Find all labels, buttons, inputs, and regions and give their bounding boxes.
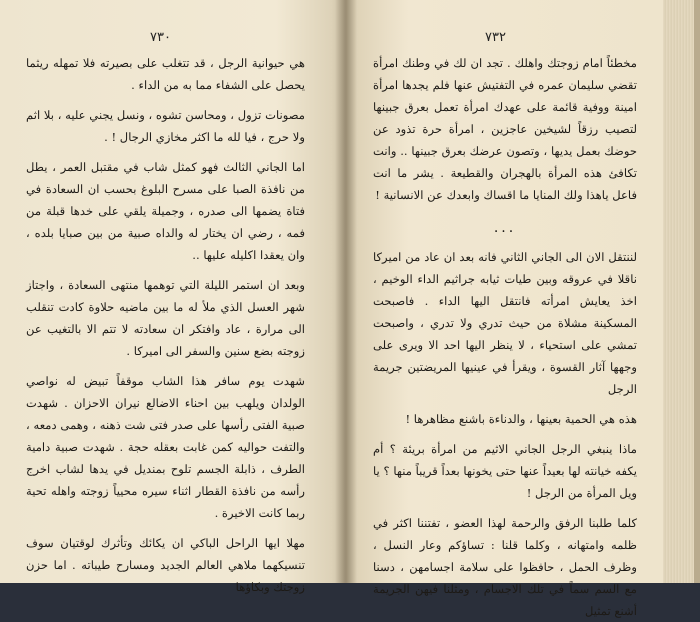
right-paragraph-2: هذه هي الحمية بعينها ، والدناءة باشنع مظاهرها ! [405, 412, 637, 426]
right-paragraph-top: مخطئاً امام زوجتك واهلك . تجد ان لك في وطنك امرأة تقضي سليمان عمره في التفتيش عنها فلم يجدها امرأة امينة ووفية قائمة على عهدك امرأة تعمل بعرق جبينها لتصيب رزقاً لشيخين عاجزين ، امرأة حرة تذود عن حوضك بعمل يديها ، وتصون عرضك بعرق جبينها .. وانت تكافئ هذه المرأة بالهجران والقطيعة . يشر ما انت فاعل ياهذا ولك المنايا ما اقساك وابعدك عن الانسانية ! [373, 56, 637, 202]
left-page-number: ٧٣٠ [150, 30, 171, 45]
right-page [345, 0, 663, 618]
left-paragraph-1: هي حيوانية الرجل ، قد تتغلب على بصيرته فلا تمهله ريثما يحصل على الشفاء مما به من الداء . [26, 56, 305, 92]
right-page-number: ٧٣٢ [485, 30, 506, 45]
left-paragraph-6: مهلا ايها الراحل الباكي ان يكائك وتأثرك لوقتيان سوف تنسيكهما ملاهي العالم الجديد ومسارح طيباته . اما حزن زوجتك وبكاؤها [26, 536, 305, 594]
right-paragraph-4: كلما طلبنا الرفق والرحمة لهذا العضو ، تفتننا اكثر في ظلمه وامتهانه ، وكلما قلنا : تساؤكم وعار النسل ، وظرف الحمل ، حافظوا على سلامة اجسامهن ، دسنا مع السم سماً في تلك الاجسام ، ومثلنا فيهن الجريمة أشنع تمثيل [373, 516, 637, 618]
section-separator: ... [493, 220, 517, 236]
right-paragraph-1: لننتقل الان الى الجاني الثاني فانه بعد ان عاد من اميركا ناقلا في عروقه وبين طيات ثيابه جراثيم الداء الوخيم ، اخذ يعايش امرأته فانتقل اليها الداء . فاصبحت المسكينة مشلاة من حيث تدري ولا تدري ، واصبحت تمشي على استحياء ، لا ينظر اليها احد الا ويرى على وجهها آثار القسوة ، ويقرأ في عينيها المريضتين جريمة الرجل [373, 250, 637, 396]
left-paragraph-2: مصونات تزول ، ومحاسن تشوه ، ونسل يجني عليه ، بلا اثم ولا حرج ، فيا لله ما اكثر مخازي الرجال ! . [26, 108, 305, 144]
left-paragraph-5: شهدت يوم سافر هذا الشاب موقفاً تبيض له نواصي الولدان ويلهب بين احناء الاضالع نيران الاحزان . شهدت صبية الفتى رأسها على صدر فتى شت ذهنه ، وهمى دمعه ، والتفت حواليه كمن غابت بعقله حجة . شهدت صبية دامية الطرف ، ذابلة الجسم تلوح بمنديل في يدها لشاب اخرج رأسه من نافذة القطار اثناء سيره محيياً زوجته واهله تحية ربما كانت الاخيرة . [26, 374, 305, 520]
left-page [0, 0, 345, 594]
left-paragraph-4: وبعد ان استمر الليلة التي توهمها منتهى السعادة ، واجتاز شهر العسل الذي ملأ له ما بين ماضيه حلاوة كادت تنقلب الى مرارة ، عاد وافتكر ان سعادته لا تتم الا بالتغيب عن زوجته بضع سنين والسفر الى اميركا . [26, 278, 305, 358]
right-paragraph-3: ماذا ينبغي الرجل الجاني الاثيم من امرأة بريئة ؟ أم يكفه خيانته لها بعيداً عنها حتى يخونها بعداً قريباً منها ؟ يا ويل المرأة من الرجل ! [373, 442, 637, 500]
left-paragraph-3: اما الجاني الثالث فهو كمثل شاب في مقتبل العمر ، يطل من نافذة الصبا على مسرح البلوغ بحسب ان السعادة في فتاة يضمها الى صدره ، وجميلة يلقي على خدها قبلة من فمه ، رضي ان يختار له والداه صبية من بين صبايا بلده ، وان يعقدا اكليله عليها .. [26, 160, 305, 262]
page-edges [663, 0, 700, 583]
